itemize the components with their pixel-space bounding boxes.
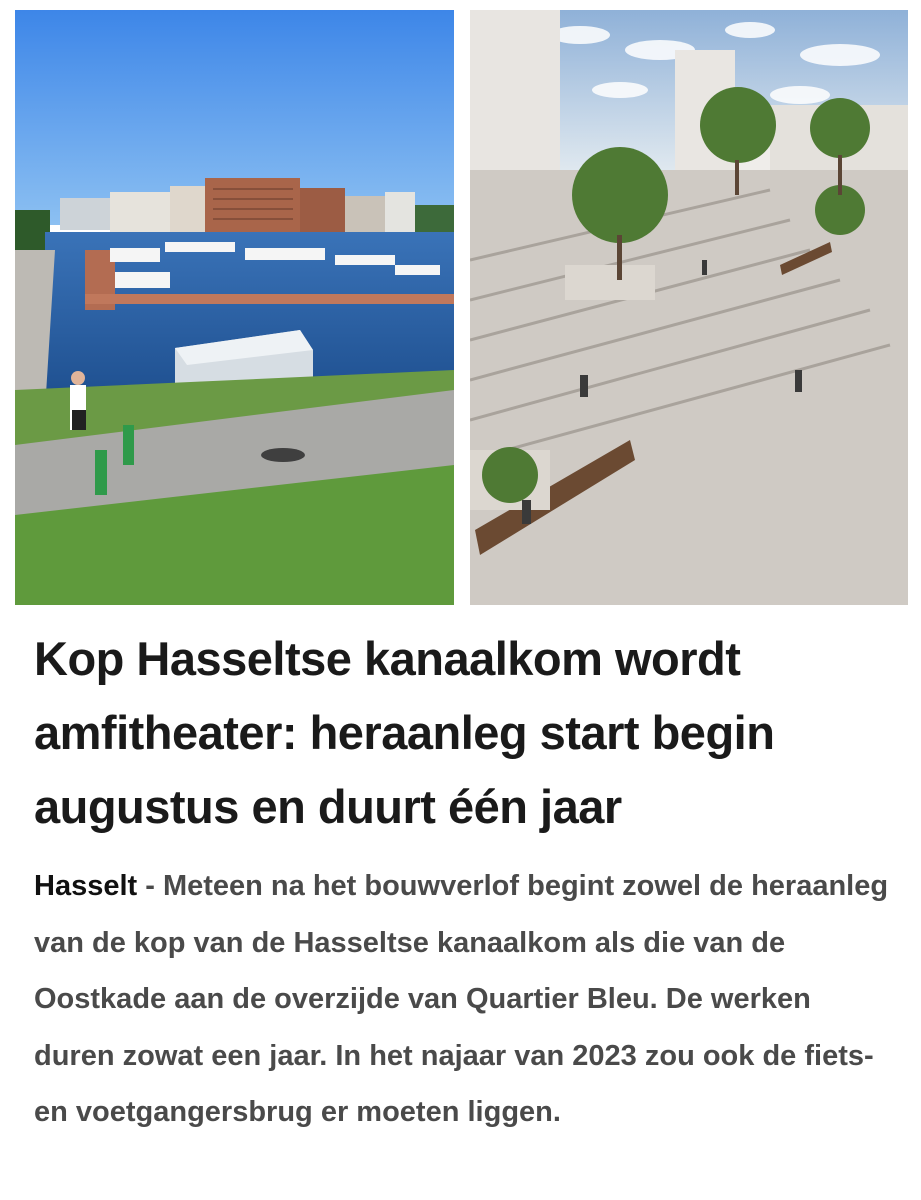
hero-photo-canal-harbour[interactable] [15, 10, 454, 605]
dateline-separator: - [137, 870, 163, 902]
amphitheater-rendering [470, 10, 908, 605]
hero-rendering-amphitheater[interactable] [470, 10, 908, 605]
hero-images [15, 10, 908, 605]
lead-text: Meteen na het bouwverlof begint zowel de heraanleg van de kop van de Hasseltse kanaalkom als die van de Oostkade aan de overzijde van Quartier Bleu. De werken duren zowat een jaar. In het najaar van 2023 zou ook de fiets- en voetgangersbrug er moeten liggen. [34, 870, 889, 1128]
harbour-photo [15, 10, 454, 605]
article-headline: Kop Hasseltse kanaalkom wordt amfitheater: heraanleg start begin augustus en duurt één jaar [34, 632, 775, 833]
dateline-location: Hasselt [34, 870, 138, 902]
article-lead [34, 858, 894, 1141]
